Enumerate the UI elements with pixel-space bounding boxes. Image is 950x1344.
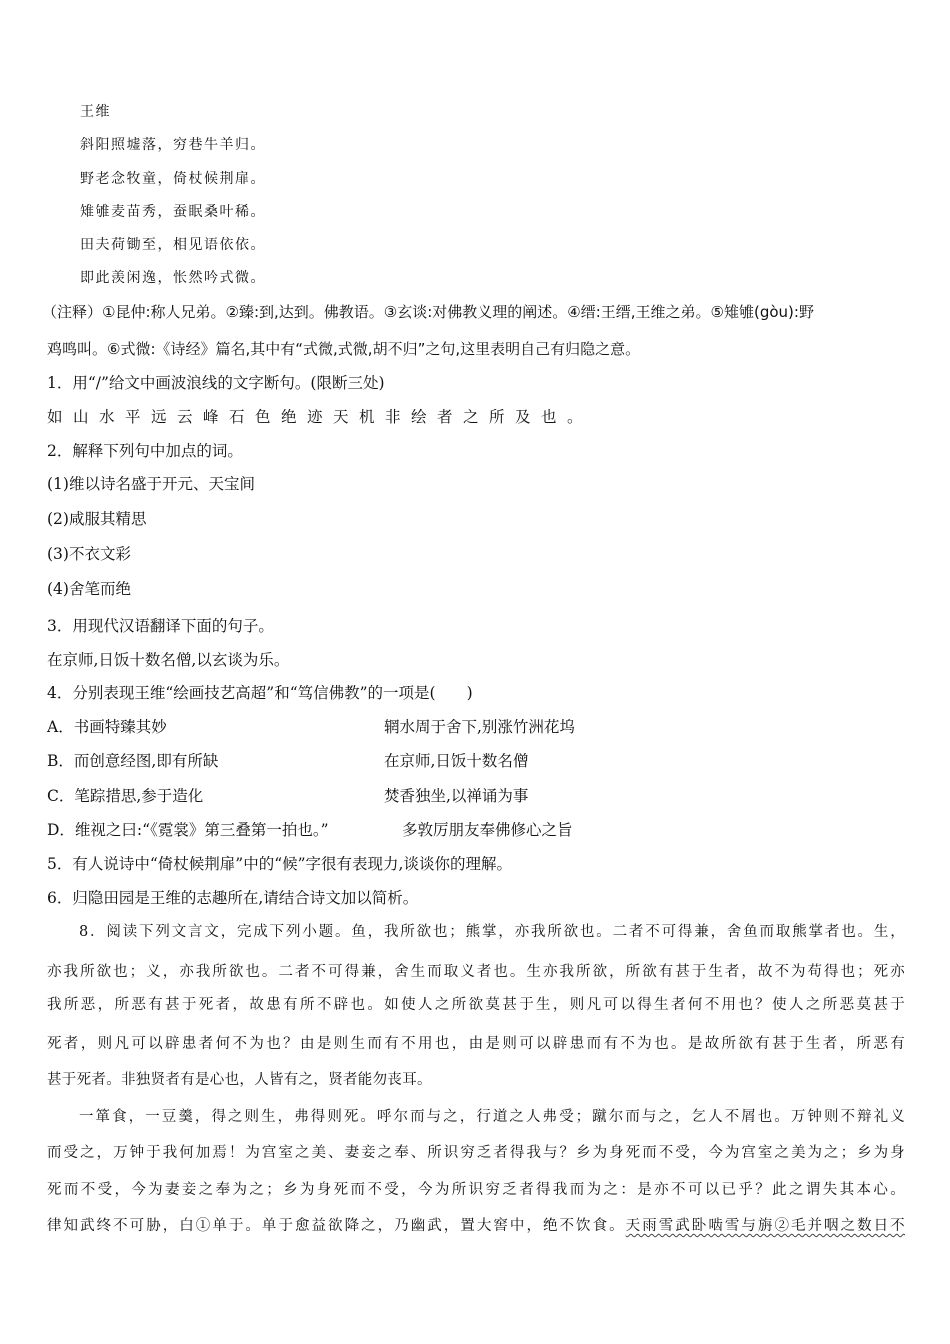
notes-line: 鸡鸣叫。⑥式微:《诗经》篇名,其中有“式微,式微,胡不归”之句,这里表明自己有归隐之意。: [47, 340, 641, 358]
passage-line: 死而不受，今为妻妾之奉为之；乡为身死而不受，今为所识穷乏者得我而为之：是亦不可以已乎？此之谓失其本心。: [47, 1182, 905, 1198]
question-2: 2．解释下列句中加点的词。: [47, 442, 243, 460]
question-1: 1．用“/”给文中画波浪线的文字断句。(限断三处): [47, 374, 385, 392]
question-6: 6．归隐田园是王维的志趣所在,请结合诗文加以简析。: [47, 889, 419, 907]
poem-line: 野老念牧童，倚杖候荆扉。: [80, 171, 266, 187]
passage-line: 亦我所欲也；义，亦我所欲也。二者不可得兼，舍生而取义者也。生亦我所欲，所欲有甚于生者，故不为苟得也；死亦: [47, 964, 905, 980]
question-2-item: (3)不衣文彩: [47, 545, 131, 563]
question-3-text: 在京师,日饭十数名僧,以玄谈为乐。: [47, 651, 290, 669]
passage-line: 一箪食，一豆羹，得之则生，弗得则死。呼尔而与之，行道之人弗受；蹴尔而与之，乞人不屑也。万钟则不辩礼义: [79, 1109, 905, 1125]
option-a: A．书画特臻其妙: [47, 718, 167, 736]
wavy-underlined-text: 天雨雪武卧啮雪与旃②毛并咽之数日不: [625, 1218, 905, 1234]
passage-line: 甚于死者。非独贤者有是心也，人皆有之，贤者能勿丧耳。: [47, 1072, 432, 1088]
option-c: C．笔踪措思,参于造化: [47, 787, 204, 805]
question-1-text: 如山水平远云峰石色绝迹天机非绘者之所及也。: [47, 408, 594, 426]
poem-line: 雉雊麦苗秀，蚕眠桑叶稀。: [80, 204, 266, 220]
question-2-item: (4)舍笔而绝: [47, 580, 131, 598]
question-3: 3．用现代汉语翻译下面的句子。: [47, 617, 274, 635]
passage-line: 8．阅读下列文言文，完成下列小题。鱼，我所欲也；熊掌，亦我所欲也。二者不可得兼，舍鱼而取熊掌者也。生，: [79, 924, 905, 940]
question-2-item: (1)维以诗名盛于开元、天宝间: [47, 475, 255, 493]
question-5: 5．有人说诗中“倚杖候荆扉”中的“候”字很有表现力,谈谈你的理解。: [47, 855, 512, 873]
poem-line: 田夫荷锄至，相见语依依。: [80, 237, 266, 253]
option-d: D．维视之曰:“《霓裳》第三叠第一拍也。”: [47, 821, 329, 839]
option-a-right: 辋水周于舍下,别涨竹洲花坞: [384, 718, 575, 736]
poem-line: 即此羡闲逸，怅然吟式微。: [80, 270, 266, 286]
option-d-right: 多敦厉朋友奉佛修心之旨: [402, 821, 573, 839]
notes-line: （注释）①昆仲:称人兄弟。②臻:到,达到。佛教语。③玄谈:对佛教义理的阐述。④缙:王缙,王维之弟。⑤雉雊(gòu):野: [42, 303, 814, 321]
passage-plain-text: 律知武终不可胁，白①单于。单于愈益欲降之，乃幽武，置大窖中，绝不饮食。: [47, 1218, 626, 1234]
option-b-right: 在京师,日饭十数名僧: [384, 752, 529, 770]
question-2-item: (2)咸服其精思: [47, 510, 147, 528]
poem-author: 王维: [80, 104, 111, 120]
poem-line: 斜阳照墟落，穷巷牛羊归。: [80, 137, 266, 153]
option-c-right: 焚香独坐,以禅诵为事: [384, 787, 529, 805]
option-b: B．而创意经图,即有所缺: [47, 752, 219, 770]
passage-line: 而受之，万钟于我何加焉！为宫室之美、妻妾之奉、所识穷乏者得我与？乡为身死而不受，今为宫室之美为之；乡为身: [47, 1145, 905, 1161]
passage-line: 死者，则凡可以辟患者何不为也？由是则生而有不用也，由是则可以辟患而有不为也。是故所欲有甚于生者，所恶有: [47, 1036, 905, 1052]
question-4: 4．分别表现王维“绘画技艺高超”和“笃信佛教”的一项是( ): [47, 684, 473, 702]
passage-line: [47, 1216, 905, 1236]
passage-line: 我所恶，所恶有甚于死者，故患有所不辟也。如使人之所欲莫甚于生，则凡可以得生者何不用也？使人之所恶莫甚于: [47, 997, 905, 1013]
